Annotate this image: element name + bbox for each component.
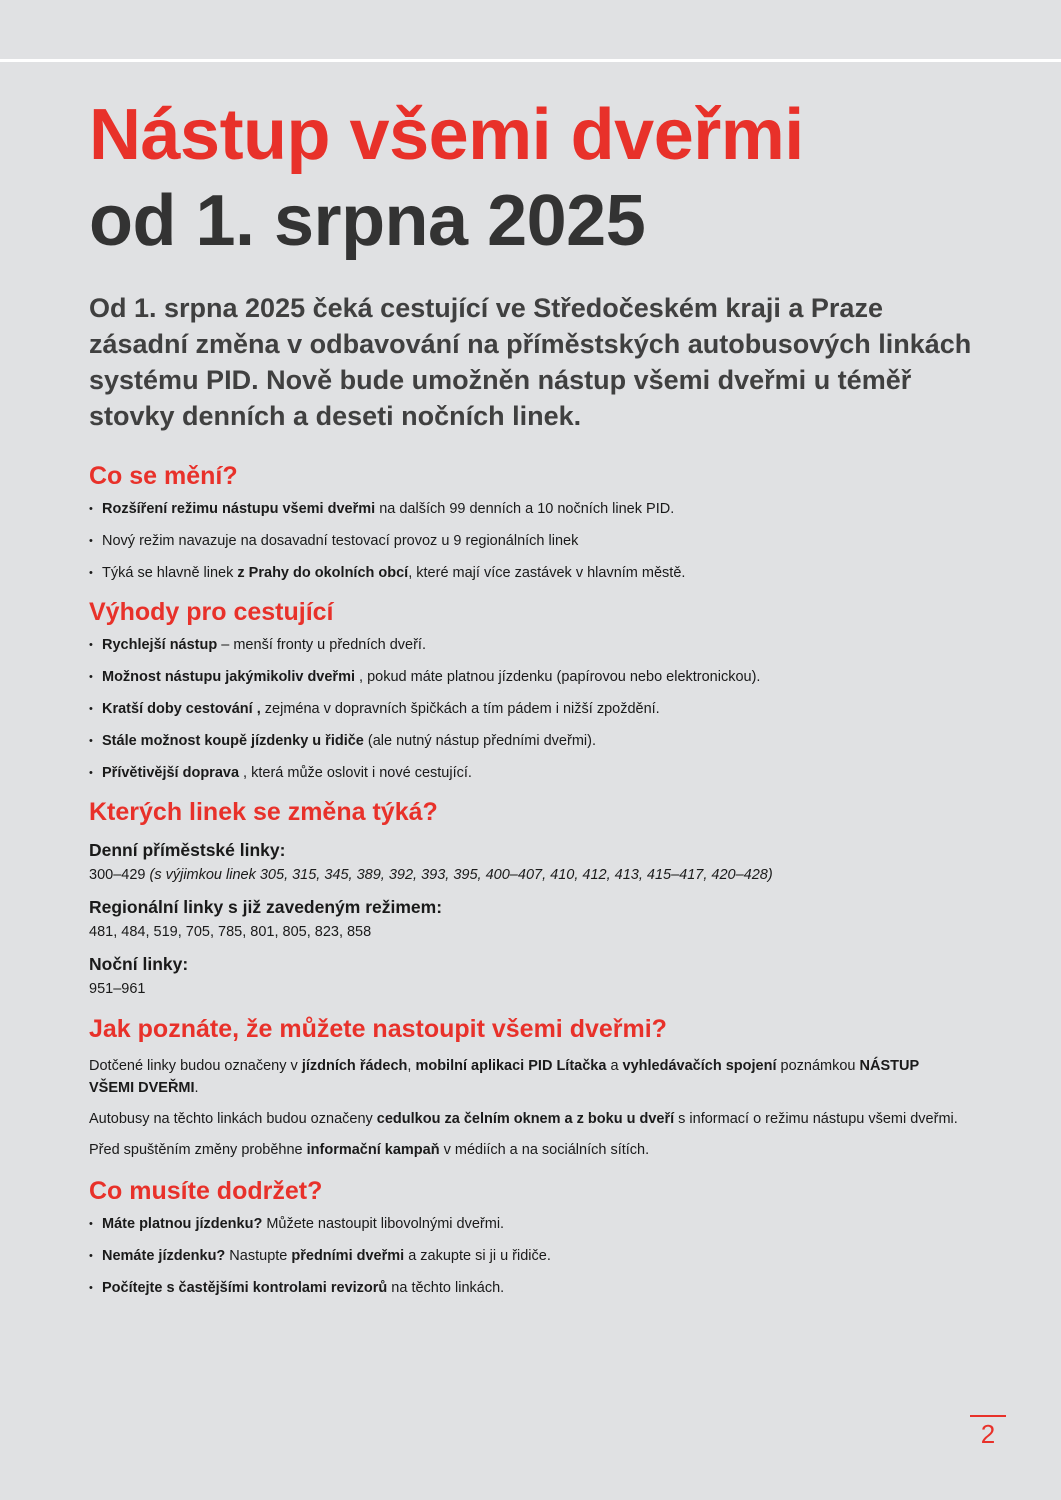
list-item: • Máte platnou jízdenku? Můžete nastoupit libovolnými dveřmi. xyxy=(89,1215,989,1233)
list-item: • Rychlejší nástup – menší fronty u předních dveří. xyxy=(89,636,989,654)
section-heading: Co musíte dodržet? xyxy=(89,1177,323,1205)
bullet-list xyxy=(89,636,989,782)
paragraph: Dotčené linky budou označeny v jízdních řádech, mobilní aplikaci PID Lítačka a vyhledávačích spojení poznámkou NÁSTUP VŠEMI DVEŘMI. xyxy=(89,1058,919,1096)
section-how-to-recognize xyxy=(89,1013,989,1161)
title-line-2: od 1. srpna 2025 xyxy=(89,181,646,261)
night-lines-value: 951–961 xyxy=(89,981,146,997)
section-what-changes xyxy=(89,460,989,582)
paragraph: Autobusy na těchto linkách budou označeny cedulkou za čelním oknem a z boku u dveří s informací o režimu nástupu všemi dveřmi. xyxy=(89,1111,958,1127)
title-line-1: Nástup všemi dveřmi xyxy=(89,95,804,175)
section-heading: Výhody pro cestující xyxy=(89,598,334,626)
section-heading: Kterých linek se změna týká? xyxy=(89,798,438,826)
list-item: • Stále možnost koupě jízdenky u řidiče (ale nutný nástup předními dveřmi). xyxy=(89,732,989,750)
top-divider xyxy=(0,59,1061,62)
list-item: • Kratší doby cestování , zejména v dopravních špičkách a tím pádem i nižší zpoždění. xyxy=(89,700,989,718)
page-title xyxy=(89,92,989,264)
lead-paragraph: Od 1. srpna 2025 čeká cestující ve Středočeském kraji a Praze zásadní změna v odbavování na příměstských autobusových linkách systému PID. Nově bude umožněn nástup všemi dveřmi u téměř stovky denních a deseti nočních linek. xyxy=(89,293,972,431)
page-content xyxy=(89,92,989,1311)
list-item: • Nemáte jízdenku? Nastupte předními dveřmi a zakupte si ji u řidiče. xyxy=(89,1247,989,1265)
bullet-list xyxy=(89,1215,989,1297)
list-item: • Týká se hlavně linek z Prahy do okolních obcí, které mají více zastávek v hlavním městě. xyxy=(89,564,989,582)
page-number-rule xyxy=(970,1415,1006,1417)
list-item: • Rozšíření režimu nástupu všemi dveřmi na dalších 99 denních a 10 nočních linek PID. xyxy=(89,500,989,518)
regional-lines-label: Regionální linky s již zavedeným režimem: xyxy=(89,897,443,917)
section-benefits xyxy=(89,596,989,782)
section-heading: Co se mění? xyxy=(89,462,238,490)
day-lines-label: Denní příměstské linky: xyxy=(89,840,286,860)
bullet-list xyxy=(89,500,989,582)
section-rules xyxy=(89,1175,989,1297)
night-lines-label: Noční linky: xyxy=(89,954,189,974)
paragraph: Před spuštěním změny proběhne informační kampaň v médiích a na sociálních sítích. xyxy=(89,1142,650,1158)
section-heading: Jak poznáte, že můžete nastoupit všemi dveřmi? xyxy=(89,1015,667,1043)
day-lines-value: 300–429 (s výjimkou linek 305, 315, 345, 389, 392, 393, 395, 400–407, 410, 412, 413, 415–417, 420–428) xyxy=(89,867,773,883)
list-item: • Počítejte s častějšími kontrolami revizorů na těchto linkách. xyxy=(89,1279,989,1297)
list-item: • Přívětivější doprava , která může oslovit i nové cestující. xyxy=(89,764,989,782)
list-item: • Možnost nástupu jakýmikoliv dveřmi , pokud máte platnou jízdenku (papírovou nebo elektronickou). xyxy=(89,668,989,686)
page-number: 2 xyxy=(980,1419,996,1449)
regional-lines-value: 481, 484, 519, 705, 785, 801, 805, 823, 858 xyxy=(89,924,372,940)
section-affected-lines xyxy=(89,796,989,999)
list-item: • Nový režim navazuje na dosavadní testovací provoz u 9 regionálních linek xyxy=(89,532,989,550)
